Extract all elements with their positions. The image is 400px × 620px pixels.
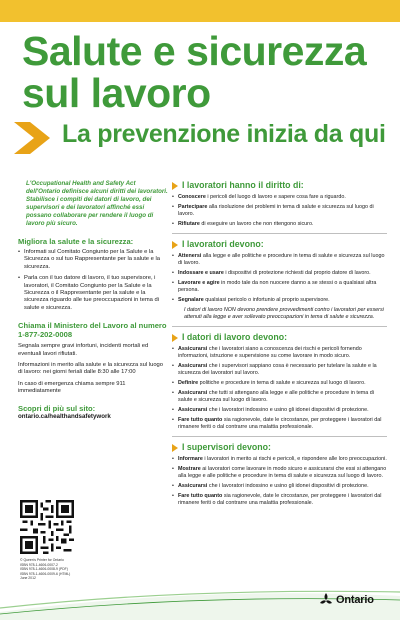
list-item: • Mostrare ai lavoratori come lavorare in modo sicuro e assicurarsi che essi si attengano alla legge e alle politiche e procedure in tema di salute e sicurezza sul luogo di lavoro. (172, 466, 387, 480)
improve-heading: Migliora la salute e la sicurezza: (18, 237, 134, 246)
page-title (22, 30, 392, 114)
ontario-logo (318, 592, 374, 608)
list-item: • Indossare e usare i dispositivi di protezione richiesti dal proprio datore di lavoro. (172, 270, 387, 277)
list-item: • Segnalare qualsiasi pericolo o infortunio al proprio supervisore. (172, 297, 387, 304)
list-item: • Assicurarsi che i lavoratori siano a conoscenza dei rischi e pericoli fornendo informazioni, istruzione e supervisione su come lavorare in modo sicuro. (172, 346, 387, 360)
workers-duties-list (172, 253, 387, 304)
trillium-icon (318, 592, 334, 608)
list-item: • Attenersi alla legge e alle politiche e procedure in tema di salute e sicurezza sul luogo di lavoro. (172, 253, 387, 267)
list-item: • Informare i lavoratori in merito ai rischi e pericoli, e rispondere alle loro preoccupazioni. (172, 456, 387, 463)
call-heading: Chiama il Ministero del Lavoro al numero 1-877-202-0008 (18, 321, 167, 340)
list-item: • Fare tutto quanto sia ragionevole, date le circostanze, per proteggere i lavoratori dal rimanere feriti o dal contrarre una malattia professionale. (172, 493, 387, 507)
divider (172, 326, 387, 327)
workers-rights-list (172, 194, 387, 228)
title-line-2: sul lavoro (22, 70, 211, 116)
web-link[interactable]: ontario.ca/healthandsafetywork (18, 412, 111, 420)
top-banner (0, 0, 400, 22)
arrow-right-icon (172, 444, 178, 452)
list-item: • Conoscere i pericoli del luogo di lavoro e sapere cosa fare a riguardo. (172, 194, 387, 201)
divider (172, 436, 387, 437)
list-item: • Assicurarsi che i supervisori sappiano cosa è necessario per tutelare la salute e la sicurezza dei lavoratori sul lavoro. (172, 363, 387, 377)
section-heading: I datori di lavoro devono: (172, 332, 387, 343)
qr-code-icon[interactable] (20, 500, 74, 554)
list-item: • Fare tutto quanto sia ragionevole, date le circostanze, per proteggere i lavoratori dal rimanere feriti o dal contrarre una malattia professionale. (172, 417, 387, 431)
arrow-right-icon (172, 334, 178, 342)
list-item: • Lavorare e agire in modo tale da non nuocere danno a se stessi o a qualsiasi altra persona. (172, 280, 387, 294)
section-heading: I supervisori devono: (172, 442, 387, 453)
list-item: • Assicurarsi che tutti si attengano alla legge e alle politiche e procedure in tema di salute e sicurezza sul luogo di lavoro. (172, 390, 387, 404)
list-item: • Assicurarsi che i lavoratori indossino e usino gli idonei dispositivi di protezione. (172, 483, 387, 490)
list-item: • Partecipare alla risoluzione dei problemi in tema di salute e sicurezza sul luogo di lavoro. (172, 204, 387, 218)
publication-info: © Queen's Printer for Ontario ISBN 978-1-4606-0007-2 ISBN 978-1-4606-0008-9 (PDF) ISBN 978-1-4606-0009-6 (HTML) June 2012 (20, 558, 71, 581)
arrow-right-icon (172, 241, 178, 249)
list-item: • Assicurarsi che i lavoratori indossino e usino gli idonei dispositivi di protezione. (172, 407, 387, 414)
chevron-right-icon (14, 118, 54, 158)
list-item: • Rifiutare di eseguire un lavoro che non ritengono sicuro. (172, 221, 387, 228)
right-column (172, 180, 387, 510)
web-heading: Scopri di più sul sito: (18, 403, 96, 413)
employer-note: I datori di lavoro NON devono prendere provvedimenti contro i lavoratori per essersi attenuti alla legge e aver sollevato preoccupazioni in tema di salute e sicurezza. (184, 307, 384, 320)
improve-list (18, 249, 168, 312)
list-item: • Parla con il tuo datore di lavoro, il tuo supervisore, i lavoratori, il Comitato Congiunto per la Salute e la Sicurezza o il Rappresentante per la salute e la sicurezza riguardo alle tue preoccupazioni in tema di salute e sicurezza. (18, 275, 168, 312)
left-column (18, 180, 168, 421)
list-item: • Definire politiche e procedure in tema di salute e sicurezza sul luogo di lavoro. (172, 380, 387, 387)
intro-text: L'Occupational Health and Safety Act dell'Ontario definisce alcuni diritti dei lavoratori. Stabilisce i compiti dei datori di lavoro, dei supervisori e dei lavoratori affinché essi possano collaborare per rendere il luogo di lavoro più sicuro. (26, 180, 168, 227)
title-line-1: Salute e sicurezza (22, 28, 367, 74)
section-heading: I lavoratori devono: (172, 239, 387, 250)
subtitle: La prevenzione inizia da qui (62, 120, 386, 148)
call-paragraph: Informazioni in merito alla salute e la sicurezza sul luogo di lavoro: nei giorni feriali dalle 8:30 alle 17:00 (18, 362, 163, 376)
arrow-right-icon (172, 182, 178, 190)
list-item: • Informati sul Comitato Congiunto per la Salute e la Sicurezza o sul tuo Rappresentante per la salute e la sicurezza. (18, 249, 168, 271)
call-paragraph: In caso di emergenza chiama sempre 911 immediatamente (18, 380, 126, 395)
divider (172, 233, 387, 234)
employers-duties-list (172, 346, 387, 431)
section-heading: I lavoratori hanno il diritto di: (172, 180, 387, 191)
ontario-wordmark: Ontario (336, 594, 374, 606)
call-paragraph: Segnala sempre gravi infortuni, incidenti mortali ed eventuali lavori rifiutati. (18, 343, 149, 357)
supervisors-duties-list (172, 456, 387, 507)
